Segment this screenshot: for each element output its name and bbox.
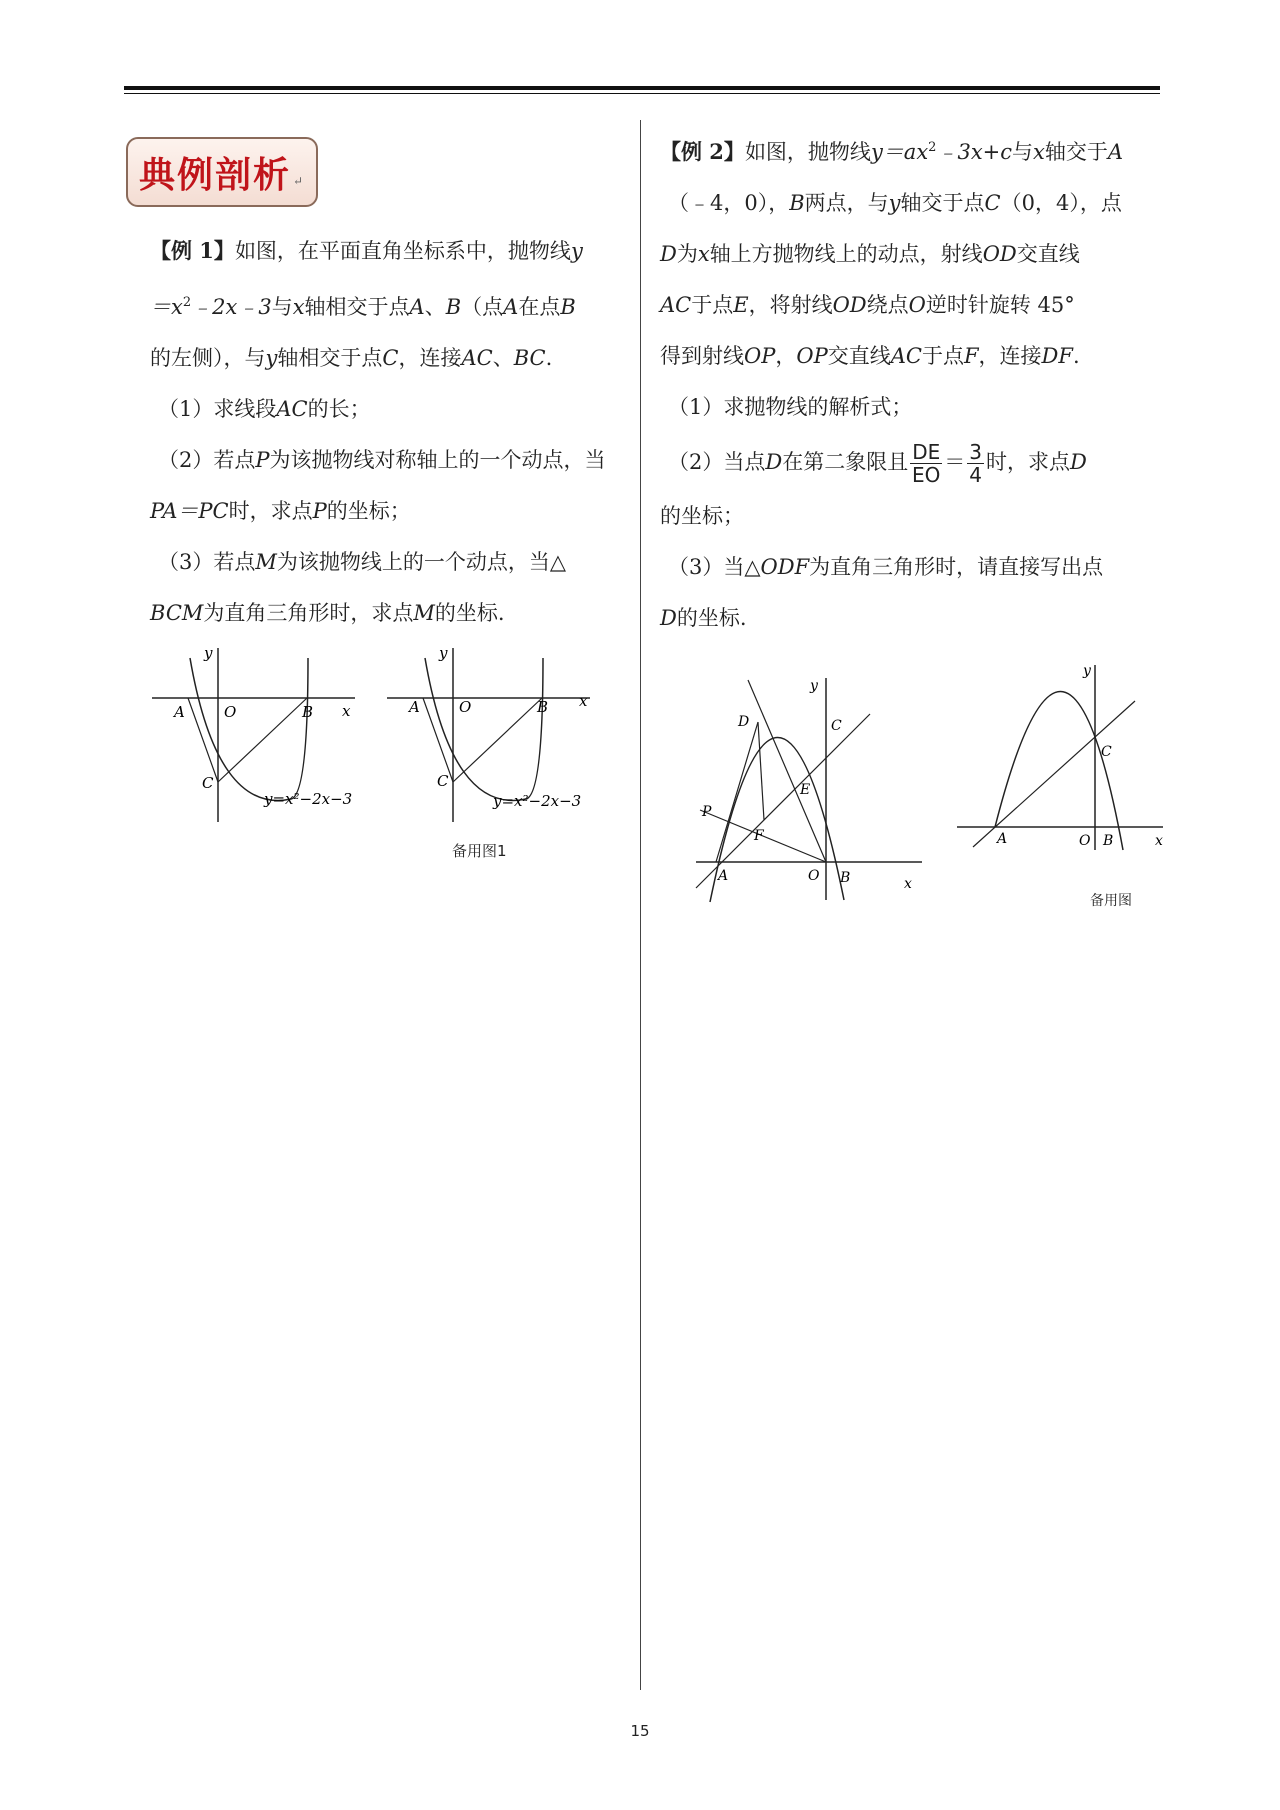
fig3-label-C: C <box>831 718 842 734</box>
sym-x: x <box>1033 140 1045 164</box>
ex1-text: 轴相交于点 <box>304 295 410 319</box>
ex2-text: 绕点 <box>866 293 909 317</box>
fig1-label-A: A <box>174 703 185 721</box>
ex2-tag: 【例 2】 <box>660 139 745 164</box>
ex2-text: 逆时针旋转 45° <box>925 293 1075 317</box>
page-number: 15 <box>630 1722 650 1740</box>
ex2-line5 <box>660 331 1160 382</box>
ex2-text: 与 <box>1012 140 1034 164</box>
frac-num: 3 <box>969 440 982 464</box>
fig3-label-E: E <box>800 782 811 798</box>
period: . <box>545 346 553 370</box>
sym-OD: OD <box>832 293 867 317</box>
sym-BCM: BCM <box>150 601 204 625</box>
example-2 <box>660 122 1160 644</box>
sym-M: M <box>413 601 435 625</box>
ex1-text: （点 <box>461 295 504 319</box>
fig3-label-D: D <box>738 714 750 730</box>
sym-AC: AC <box>660 293 692 317</box>
fig3-label-O: O <box>808 868 820 884</box>
fig4-label-B: B <box>1103 833 1114 849</box>
ex2-text: 为 <box>676 242 698 266</box>
ex2-text: ，将射线 <box>748 293 833 317</box>
sym-OP: OP <box>796 344 828 368</box>
sym-P: P <box>312 499 327 523</box>
ex2-q2-line1: （2）当点D在第二象限且 $\frac{DE}{EO}$ ＝ $\frac{3}{4}$ 时，求点D <box>668 440 1087 487</box>
ex2-figure-backup <box>955 655 1170 865</box>
sym-B: B <box>445 295 462 319</box>
sep: 、 <box>424 295 446 319</box>
ex2-text: （﹣4，0）， <box>668 191 790 215</box>
ex1-line2 <box>150 277 620 333</box>
ex2-text: 如图，抛物线 <box>744 140 871 164</box>
fig3-label-F: F <box>754 828 764 844</box>
sym-F: F <box>963 344 979 368</box>
sym-A: A <box>503 295 519 319</box>
ex2-text: 轴交于 <box>1044 140 1108 164</box>
fig4-label-A: A <box>997 831 1008 847</box>
ex1-text: 如图，在平面直角坐标系中，抛物线 <box>234 239 571 263</box>
fig2-label-A: A <box>409 698 420 716</box>
ex1-q1-text: 的长； <box>307 397 371 421</box>
ex2-q2-text: （2）当点 <box>668 450 766 474</box>
fig1-label-C: C <box>202 774 214 792</box>
fig2-curve-label: y=x²−2x−3 <box>493 792 582 810</box>
sym-P: P <box>255 448 270 472</box>
example-1 <box>150 225 620 639</box>
ex1-line3 <box>150 333 620 384</box>
ex2-q3-text: （3）当△ <box>668 555 761 579</box>
sym-AC: AC <box>276 397 308 421</box>
fraction-3-4 <box>967 441 984 486</box>
sup-2: 2 <box>182 295 192 310</box>
ex2-text: 两点，与 <box>804 191 889 215</box>
ex1-fig-caption: 备用图1 <box>452 842 507 860</box>
sym-M: M <box>255 550 277 574</box>
ex2-text: （0，4），点 <box>1000 191 1122 215</box>
sup-2: 2 <box>928 140 937 155</box>
ex1-figure-2 <box>385 640 615 830</box>
fig3-label-P: P <box>702 804 712 820</box>
ex1-q3-text: 为直角三角形时，求点 <box>203 601 414 625</box>
ex1-q2-text: 的坐标； <box>326 499 411 523</box>
fig4-label-x: x <box>1155 833 1163 849</box>
section-title: 典例剖析 <box>138 153 291 196</box>
ex2-eq-b: ﹣3x+c <box>936 140 1013 164</box>
sym-C: C <box>382 346 399 370</box>
ex1-eq-a: ＝x <box>150 295 183 319</box>
ex2-eq-a: y＝ax <box>870 140 929 164</box>
ex1-text: 轴相交于点 <box>277 346 383 370</box>
sep: 、 <box>492 346 514 370</box>
sym-OP: OP <box>744 344 776 368</box>
ex1-text: 的左侧），与 <box>150 346 266 370</box>
sym-PA-PC: PA＝PC <box>150 499 229 523</box>
fig2-label-y: y <box>439 644 448 662</box>
sym-x: x <box>697 242 710 266</box>
header-rule-thick <box>124 86 1160 90</box>
ex2-text: ，连接 <box>978 344 1042 368</box>
ex1-q2-text: 为该抛物线对称轴上的一个动点，当 <box>269 448 606 472</box>
sym-C: C <box>984 191 1001 215</box>
fig3-label-A: A <box>718 868 729 884</box>
sym-OD: OD <box>982 242 1017 266</box>
frac-den: 4 <box>969 463 982 487</box>
ex2-fig-caption: 备用图 <box>1090 893 1132 909</box>
fig4-label-C: C <box>1101 744 1112 760</box>
ex1-q3-line1 <box>150 537 620 588</box>
ex1-q1 <box>150 384 620 435</box>
fig3-label-y: y <box>810 678 818 694</box>
section-title-badge <box>126 137 318 207</box>
sym-AC: AC <box>461 346 493 370</box>
period: . <box>1072 344 1080 368</box>
ex1-q3-text: （3）若点 <box>158 550 256 574</box>
ex2-q2-text: 时，求点 <box>986 450 1070 474</box>
fig4-label-O: O <box>1079 833 1091 849</box>
fig3-label-B: B <box>840 870 851 886</box>
sym-B: B <box>560 295 576 319</box>
fig2-label-C: C <box>437 772 449 790</box>
ex2-text: 于点 <box>921 344 964 368</box>
ex1-q2-text: （2）若点 <box>158 448 256 472</box>
ex2-q2-line2 <box>660 491 1160 542</box>
sym-ODF: ODF <box>760 555 810 579</box>
ex1-q1-text: （1）求线段 <box>158 397 277 421</box>
ex2-q3-text: 为直角三角形时，请直接写出点 <box>809 555 1104 579</box>
fig1-label-y: y <box>204 644 213 662</box>
ex2-q2-text: 的坐标； <box>660 504 744 528</box>
ex2-text: 轴上方抛物线上的动点，射线 <box>709 242 983 266</box>
ex1-text: 在点 <box>518 295 561 319</box>
ex2-text: 轴交于点 <box>900 191 985 215</box>
ex1-tag: 【例 1】 <box>150 238 235 263</box>
ex2-line2 <box>660 178 1160 229</box>
ex2-text: 得到射线 <box>660 344 744 368</box>
sym-E: E <box>733 293 749 317</box>
comma: ， <box>775 344 797 368</box>
ex2-q1-text: （1）求抛物线的解析式； <box>668 395 913 419</box>
ex1-text: ，连接 <box>398 346 462 370</box>
ex2-line3 <box>660 229 1160 280</box>
sym-AC: AC <box>890 344 922 368</box>
fraction-de-eo <box>910 441 942 486</box>
ex1-q2-text: 时，求点 <box>228 499 313 523</box>
ex2-text: 交直线 <box>1016 242 1080 266</box>
fig2-label-x: x <box>579 692 588 710</box>
sym-y: y <box>265 346 278 370</box>
sym-A: A <box>1107 140 1124 164</box>
frac-num: DE <box>912 440 941 464</box>
ex1-q3-line2 <box>150 588 620 639</box>
fig1-label-x: x <box>342 702 351 720</box>
ex2-q2-text: 在第二象限且 <box>782 450 909 474</box>
ex1-q2-line1 <box>150 435 620 486</box>
ex1-text: 与 <box>271 295 293 319</box>
ex2-q3-line1 <box>660 542 1160 593</box>
ex1-eq-b: ﹣2x﹣3 <box>191 295 272 319</box>
ex2-figure-main <box>690 670 930 910</box>
sym-D: D <box>765 450 783 474</box>
header-rule-thin <box>124 93 1160 94</box>
sym-BC: BC <box>513 346 546 370</box>
frac-den: EO <box>912 463 941 487</box>
ex1-line1 <box>150 225 620 277</box>
ex1-q3-text: 的坐标. <box>434 601 505 625</box>
sym-D: D <box>1070 450 1087 474</box>
ex2-line1 <box>660 122 1160 178</box>
fig1-curve-label: y=x²−2x−3 <box>264 790 353 808</box>
ex2-q1 <box>660 382 1160 433</box>
ex1-figure-1 <box>150 640 370 830</box>
sym-A: A <box>409 295 425 319</box>
ex2-line4 <box>660 280 1160 331</box>
sym-B: B <box>789 191 805 215</box>
sym-D: D <box>660 242 677 266</box>
sym-x: x <box>292 295 305 319</box>
fig1-label-O: O <box>224 703 237 721</box>
ex2-text: 交直线 <box>827 344 891 368</box>
sym-DF: DF <box>1041 344 1073 368</box>
sym-O: O <box>908 293 926 317</box>
fig2-label-O: O <box>459 698 472 716</box>
column-divider <box>640 120 641 1690</box>
sym-y: y <box>570 239 583 263</box>
ex2-text: 于点 <box>691 293 734 317</box>
sym-D: D <box>660 606 677 630</box>
ex2-q3-text: 的坐标. <box>676 606 747 630</box>
fig1-label-B: B <box>302 703 314 721</box>
fig4-label-y: y <box>1083 663 1091 679</box>
fig2-label-B: B <box>537 698 549 716</box>
ex1-q3-text: 为该抛物线上的一个动点，当△ <box>276 550 567 574</box>
ex2-q3-line2 <box>660 593 1160 644</box>
sym-y: y <box>888 191 901 215</box>
fig3-label-x: x <box>904 876 912 892</box>
return-mark: ↵ <box>292 174 306 188</box>
ex1-q2-line2 <box>150 486 620 537</box>
